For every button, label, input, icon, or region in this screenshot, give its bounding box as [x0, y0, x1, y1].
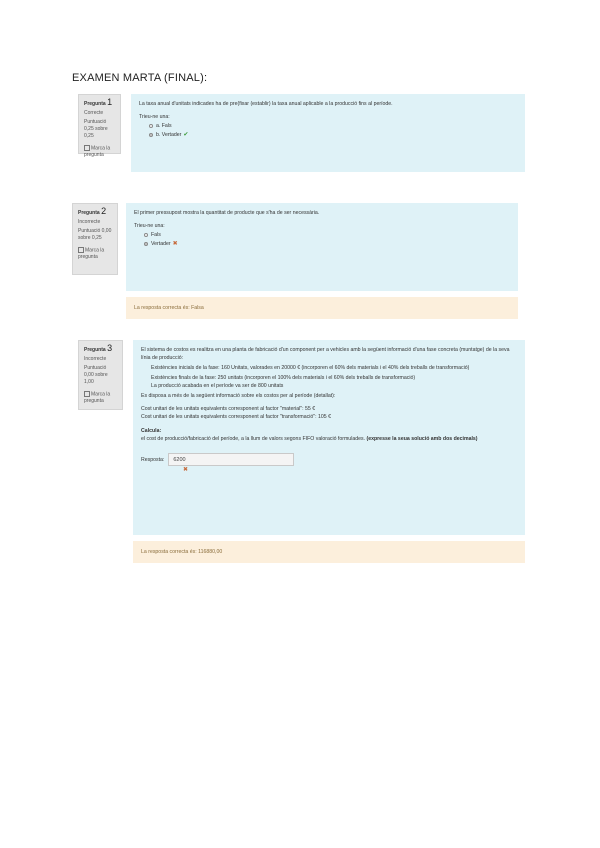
answer-input[interactable]: 6200 [168, 453, 294, 466]
question-content-2 [126, 203, 518, 291]
flag-question-link[interactable]: Marca la pregunta [84, 391, 111, 405]
check-icon: ✔ [183, 132, 189, 138]
flag-question-link[interactable]: Marca la pregunta [84, 145, 111, 159]
question-info-2 [72, 203, 118, 275]
calc-label: Calcula: [141, 428, 162, 434]
question-content-3 [133, 340, 525, 535]
cost-line: Cost unitari de les unitats equivalents corresponent al factor "material": 55 € [141, 406, 316, 412]
choose-label: Trieu-ne una: [139, 114, 170, 120]
cross-icon: ✖ [172, 241, 178, 247]
question-intro: El sistema de costos es realitza en una planta de fabricació d'un component per a vehicles amb la següent informació d'una fase concreta (muntatge) de la seva línia de producció: [141, 347, 510, 361]
answer-row [141, 453, 517, 466]
question-state: Incorrecte [78, 219, 101, 225]
flag-question-link[interactable]: Marca la pregunta [78, 247, 105, 261]
answer-label: Resposta: [141, 456, 165, 463]
question-bullet: La producció acabada en el període va ser de 800 unitats [151, 383, 284, 389]
question-state: Incorrecte [84, 356, 107, 362]
question-extra: Es disposa a més de la següent informació sobre els costos per al període (detallat): [141, 393, 336, 399]
cost-line: Cost unitari de les unitats equivalents corresponent al factor "transformació": 105 € [141, 414, 331, 420]
question-state: Correcte [84, 110, 104, 116]
question-info-1 [78, 94, 121, 159]
radio-button[interactable] [149, 124, 153, 128]
question-info-3 [78, 340, 123, 410]
question-text: La taxa anual d'unitats indicades ha de pre(fixar (establir) la taxa anual aplicable a la producció fins al període. [139, 101, 393, 107]
question-number: Pregunta 3 [84, 343, 113, 353]
option-false[interactable]: a. Fals [139, 122, 517, 130]
option-true[interactable]: Vertader ✖ [134, 240, 510, 248]
flag-icon [84, 145, 90, 151]
page-title: EXAMEN MARTA (FINAL): [72, 72, 208, 84]
flag-icon [84, 391, 90, 397]
question-feedback-2: La resposta correcta és: Falsa [126, 297, 518, 319]
question-score: Puntuació 0,00 sobre 0,25 [78, 228, 112, 241]
question-text: El primer pressupost mostra la quantitat de producte que s'ha de ser necessària. [134, 210, 320, 216]
question-score: Puntuació 0,25 sobre 0,25 [84, 119, 108, 139]
option-false[interactable]: Fals [134, 231, 510, 239]
radio-button[interactable] [149, 133, 153, 137]
question-bullet: Existències finals de la fase: 250 unitats (incorporen el 100% dels materials i el 60% dels treballs de transformació) [151, 375, 416, 381]
question-content-1 [131, 94, 525, 172]
choose-label: Trieu-ne una: [134, 223, 165, 229]
radio-button[interactable] [144, 233, 148, 237]
question-number: Pregunta 1 [84, 97, 113, 107]
flag-icon [78, 247, 84, 253]
radio-button[interactable] [144, 242, 148, 246]
question-number: Pregunta 2 [78, 206, 107, 216]
option-true[interactable]: b. Vertader ✔ [139, 131, 517, 139]
cross-icon: ✖ [183, 467, 189, 473]
question-feedback-3: La resposta correcta és: 116880,00 [133, 541, 525, 563]
question-score: Puntuació 0,00 sobre 1,00 [84, 365, 108, 385]
question-bullet: Existències inicials de la fase: 160 Unitats, valorades en 20000 € (incorporen el 60% dels materials i el 40% dels treballs de transformació) [151, 365, 470, 371]
calc-text: el cost de producció/fabricació del període, a la llum de valors segons FIFO valoració formulades. (expresse la seua solució amb dos decimals) [141, 436, 478, 442]
